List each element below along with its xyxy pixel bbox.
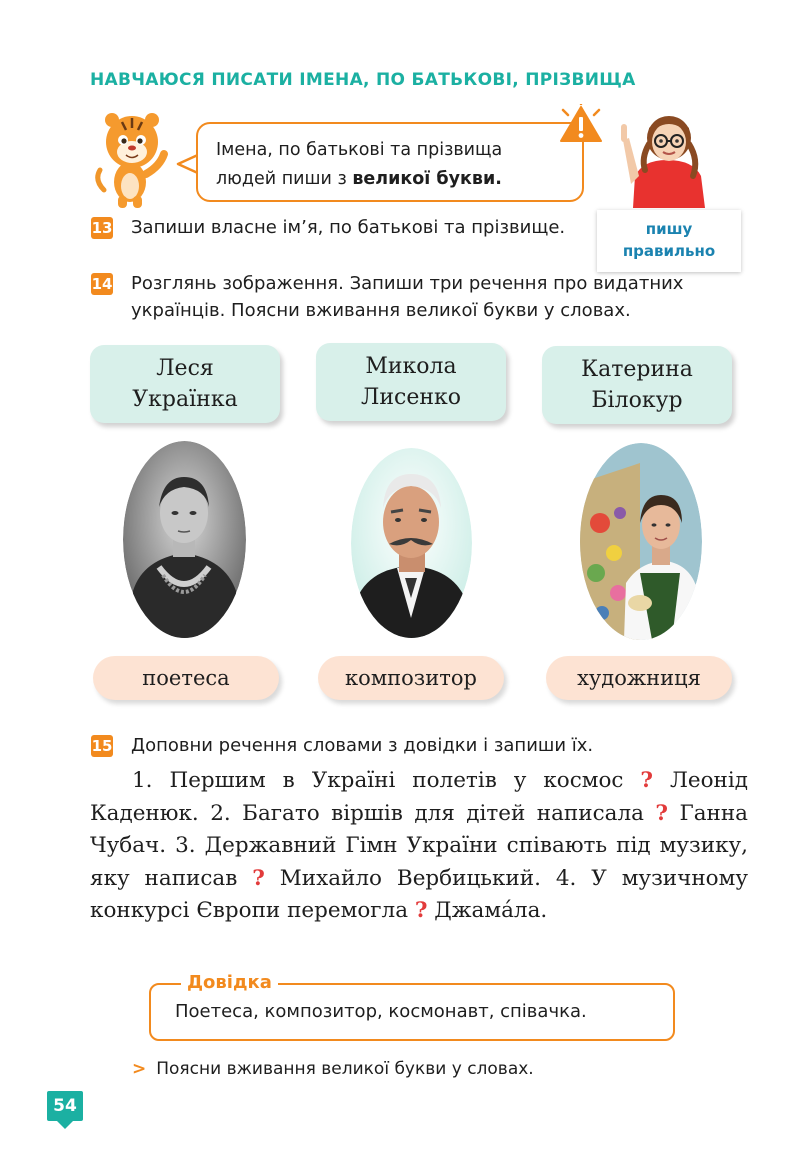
rule-line-2: людей пиши з великої букви. [216,169,502,189]
write-correctly-box [597,210,741,272]
task-14-text: Розглянь зображення. Запиши три речення про видатних українців. Поясни вживання великої букви у словах. [131,273,684,321]
rule-line-1: Імена, по батькові та прізвища [216,140,503,160]
tiger-mascot-icon [92,110,182,210]
write-correctly-line-2: правильно [622,242,716,260]
girl-illustration [613,104,721,208]
task-15-number: 15 [91,737,113,755]
chevron-right-icon: > [132,1059,147,1079]
task-13-text: Запиши власне ім’я, по батькові та прізвище. [131,217,566,238]
rule-emphasis: великої букви. [352,169,502,189]
portrait-kateryna-bilokur [580,443,702,640]
reference-label: Довідка [181,972,278,994]
page-number: 54 [47,1091,83,1121]
name-card-lesia: Леся Українка [90,345,280,423]
warning-icon [559,104,603,144]
page-number-tail-icon [57,1121,73,1129]
exercise-paragraph: 1. Першим в Україні полетів у космос ? Леонід Каденюк. 2. Багато віршів для дітей написала ? Ганна Чубач. 3. Державний Гімн України співають під музику, яку написав ? Михайло Вербицький. 4. У музичному конкурсі Європи перемогла ? Джама́ла. [90,768,749,923]
footer-note: > Поясни вживання великої букви у словах. [132,1059,534,1079]
name-card-kateryna: Катерина Білокур [542,346,732,424]
rule-bubble [196,122,584,202]
reference-text: Поетеса, композитор, космонавт, співачка. [175,1001,587,1022]
task-13-number: 13 [91,219,113,237]
blank-mark-4: ? [414,898,428,923]
role-pill-composer: композитор [318,656,504,700]
blank-mark-1: ? [640,768,654,793]
name-card-mykola: Микола Лисенко [316,343,506,421]
task-15-text: Доповни речення словами з довідки і запиши їх. [131,735,594,756]
section-heading: НАВЧАЮСЯ ПИСАТИ ІМЕНА, ПО БАТЬКОВІ, ПРІЗВИЩА [90,70,636,90]
portrait-mykola-lysenko [351,448,472,638]
task-14-number: 14 [91,275,113,293]
blank-mark-3: ? [252,865,265,891]
role-pill-poetess: поетеса [93,656,279,700]
portrait-lesia-ukrainka [123,441,246,638]
write-correctly-line-1: пишу [645,220,693,238]
role-pill-artist: художниця [546,656,732,700]
reference-box [149,972,675,1041]
blank-mark-2: ? [655,800,668,826]
